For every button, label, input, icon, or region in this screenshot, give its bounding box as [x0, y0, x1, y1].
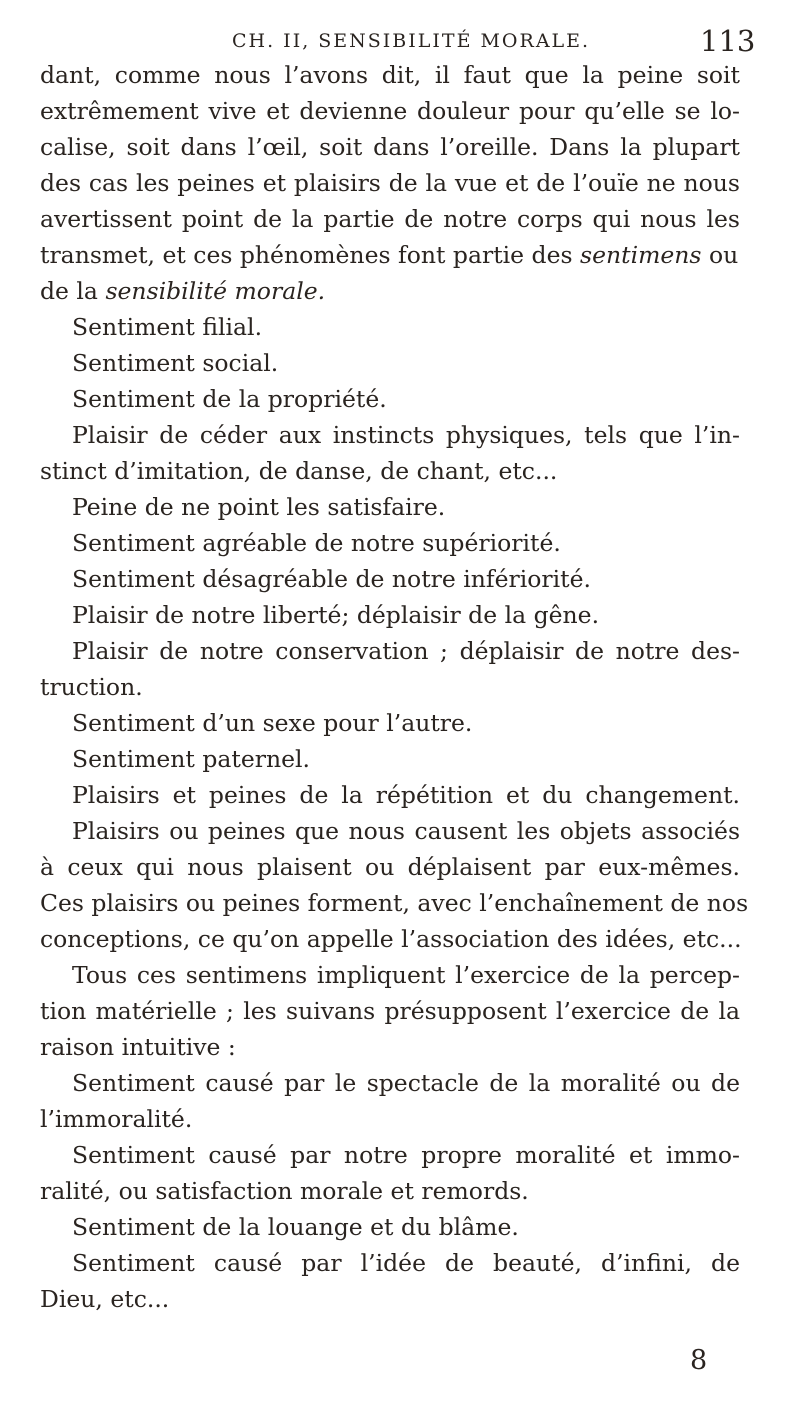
text-line: stinct d’imitation, de danse, de chant, etc... [40, 457, 558, 485]
italic-term: sensibilité morale. [105, 277, 326, 305]
text-line: Sentiment désagréable de notre infériorité. [72, 565, 591, 593]
text-line: Sentiment d’un sexe pour l’autre. [72, 709, 473, 737]
text-line: tion matérielle ; les suivans présupposent l’exercice de la [40, 997, 740, 1025]
text-line: Sentiment causé par le spectacle de la moralité ou de [72, 1069, 740, 1097]
signature-mark: 8 [690, 1345, 708, 1376]
text-line: Peine de ne point les satisfaire. [72, 493, 446, 521]
text-line: Plaisirs et peines de la répétition et du changement. [72, 781, 740, 809]
text-line: Sentiment agréable de notre supériorité. [72, 529, 561, 557]
text-line: des cas les peines et plaisirs de la vue et de l’ouïe ne nous [40, 169, 740, 197]
text-line: truction. [40, 673, 143, 701]
page-number: 113 [700, 24, 756, 58]
text-line: Sentiment de la propriété. [72, 385, 387, 413]
text-line: Plaisir de notre liberté; déplaisir de la gêne. [72, 601, 600, 629]
text-line: Sentiment paternel. [72, 745, 311, 773]
text-line: l’immoralité. [40, 1105, 193, 1133]
text-line-mixed [40, 238, 738, 272]
text-line-mixed [40, 274, 325, 308]
running-title: CH. II, SENSIBILITÉ MORALE. [232, 30, 591, 52]
text-line: dant, comme nous l’avons dit, il faut que la peine soit [40, 61, 740, 89]
text-line: à ceux qui nous plaisent ou déplaisent par eux-mêmes. [40, 853, 740, 881]
text-line: Ces plaisirs ou peines forment, avec l’enchaînement de nos [40, 889, 749, 917]
text-line: Sentiment de la louange et du blâme. [72, 1213, 519, 1241]
text-line: extrêmement vive et devienne douleur pour qu’elle se lo- [40, 97, 740, 125]
text-line: conceptions, ce qu’on appelle l’association des idées, etc... [40, 925, 742, 953]
text-line: ralité, ou satisfaction morale et remords. [40, 1177, 529, 1205]
text-line: Sentiment causé par notre propre moralité et immo- [72, 1141, 740, 1169]
text-line: Dieu, etc... [40, 1285, 170, 1313]
text-line: Tous ces sentimens impliquent l’exercice de la percep- [72, 961, 740, 989]
text-line: Plaisir de céder aux instincts physiques, tels que l’in- [72, 421, 740, 449]
text-line: Sentiment filial. [72, 313, 263, 341]
text-segment: transmet, et ces phénomènes font partie des [40, 241, 573, 269]
text-line: Plaisir de notre conservation ; déplaisir de notre des- [72, 637, 740, 665]
italic-term: sentimens [580, 241, 702, 269]
text-line: Sentiment social. [72, 349, 279, 377]
text-segment: de la [40, 277, 98, 305]
text-line: Plaisirs ou peines que nous causent les objets associés [72, 817, 740, 845]
text-line: avertissent point de la partie de notre corps qui nous les [40, 205, 740, 233]
text-line: calise, soit dans l’œil, soit dans l’oreille. Dans la plupart [40, 133, 740, 161]
text-line: raison intuitive : [40, 1033, 236, 1061]
text-segment: ou [708, 241, 739, 269]
text-line: Sentiment causé par l’idée de beauté, d’infini, de [72, 1249, 740, 1277]
